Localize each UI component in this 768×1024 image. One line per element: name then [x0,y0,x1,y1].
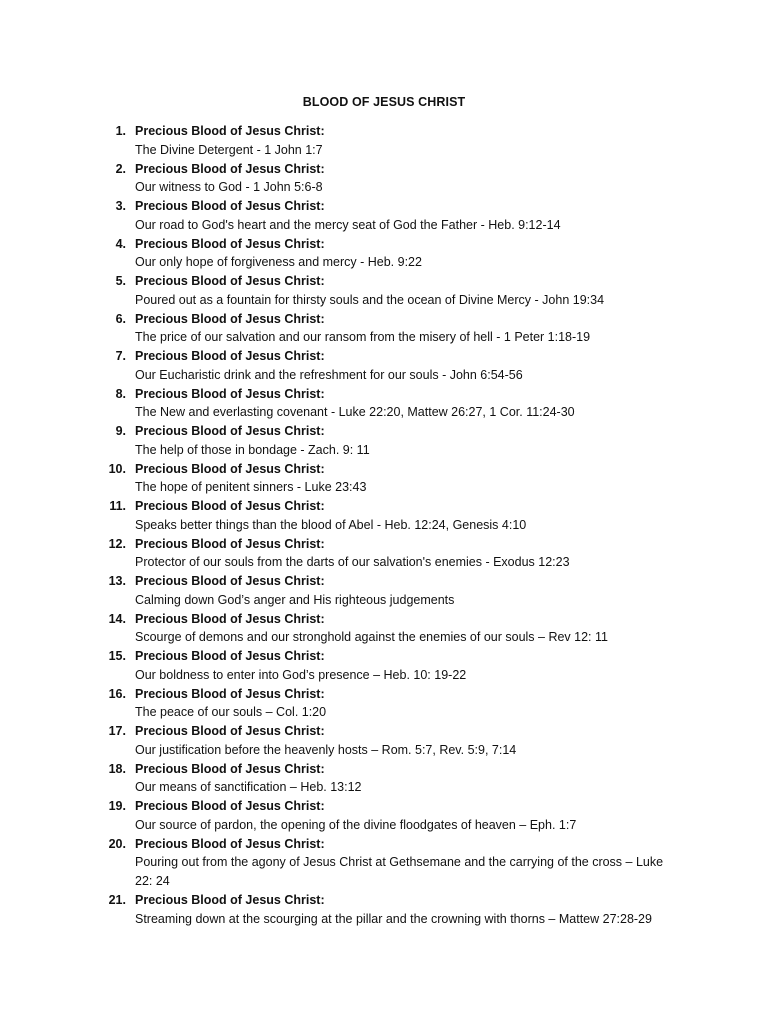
list-item-heading: Precious Blood of Jesus Christ: [135,724,325,738]
list-item-body [135,422,680,460]
list-item-heading: Precious Blood of Jesus Christ: [135,574,325,588]
list-item [0,497,768,535]
list-item [0,797,768,835]
list-item-number: 16. [108,686,126,701]
list-item-text: Protector of our souls from the darts of our salvation's enemies - Exodus 12:23 [135,555,570,570]
list-item [0,891,768,929]
list-item-number: 21. [108,892,126,907]
list-item-heading: Precious Blood of Jesus Christ: [135,311,325,326]
list-item-text: Streaming down at the scourging at the pillar and the crowning with thorns – Mattew 27:28-29 [135,911,652,926]
list-item-number: 20. [108,836,126,851]
list-item-body [135,647,680,685]
list-item-body [135,797,680,835]
list-item-number: 9. [115,424,126,438]
list-item-body [135,310,680,348]
list-item-body [135,460,680,498]
list-item-heading: Precious Blood of Jesus Christ: [135,761,325,776]
list-item-heading: Precious Blood of Jesus Christ: [135,274,325,288]
list-item [0,647,768,685]
list-item [0,835,768,891]
document-title: BLOOD OF JESUS CHRIST [302,95,466,109]
list-item-text: Our justification before the heavenly hosts – Rom. 5:7, Rev. 5:9, 7:14 [135,742,517,757]
list-item-heading: Precious Blood of Jesus Christ: [135,892,325,907]
list-item-heading: Precious Blood of Jesus Christ: [135,199,325,213]
list-item-text: The hope of penitent sinners - Luke 23:43 [135,480,367,495]
list-item [0,272,768,310]
list-item-number: 5. [115,274,126,288]
list-item-heading: Precious Blood of Jesus Christ: [135,349,325,363]
list-item-text: Our road to God's heart and the mercy seat of God the Father - Heb. 9:12-14 [135,217,561,232]
list-item [0,535,768,573]
list-item-number: 7. [115,349,126,363]
list-item-heading: Precious Blood of Jesus Christ: [135,124,325,138]
list-item-number: 17. [108,724,126,738]
list-item-heading: Precious Blood of Jesus Christ: [135,499,325,513]
list-item-text: Speaks better things than the blood of Abel - Heb. 12:24, Genesis 4:10 [135,517,527,532]
list-item [0,197,768,235]
list-item-heading: Precious Blood of Jesus Christ: [135,611,325,626]
list-item-text: The New and everlasting covenant - Luke 22:20, Mattew 26:27, 1 Cor. 11:24-30 [135,405,575,420]
list-item-number: 8. [115,386,126,401]
list-item-heading: Precious Blood of Jesus Christ: [135,161,325,176]
list-item-text: Our witness to God - 1 John 5:6-8 [135,180,323,195]
numbered-list [0,122,768,928]
list-item-body [135,535,680,573]
list-item-number: 1. [115,124,126,138]
list-item-text: Our source of pardon, the opening of the divine floodgates of heaven – Eph. 1:7 [135,817,577,832]
list-item [0,235,768,273]
list-item-text: Our means of sanctification – Heb. 13:12 [135,780,362,795]
list-item-body [135,235,680,273]
list-item-number: 12. [108,536,126,551]
list-item-text: Poured out as a fountain for thirsty souls and the ocean of Divine Mercy - John 19:34 [135,292,605,307]
list-item [0,760,768,798]
list-item [0,422,768,460]
list-item-body [135,891,680,929]
list-item-text: Our only hope of forgiveness and mercy - Heb. 9:22 [135,255,422,270]
list-item-text: The price of our salvation and our ransom from the misery of hell - 1 Peter 1:18-19 [135,330,591,345]
list-item-text: The help of those in bondage - Zach. 9: 11 [135,442,370,457]
list-item [0,310,768,348]
list-item-number: 11. [109,499,126,513]
list-item-number: 2. [115,161,126,176]
list-item-heading: Precious Blood of Jesus Christ: [135,836,325,851]
list-item-body [135,760,680,798]
list-item-body [135,722,680,760]
list-item-number: 10. [108,461,126,476]
list-item-text: The peace of our souls – Col. 1:20 [135,705,327,720]
list-item-text: Pouring out from the agony of Jesus Christ at Gethsemane and the carrying of the cross – Luke 22: 24 [135,855,664,888]
list-item-text: The Divine Detergent - 1 John 1:7 [135,142,323,157]
list-item [0,385,768,423]
list-item [0,572,768,610]
list-item-text: Scourge of demons and our stronghold against the enemies of our souls – Rev 12: 11 [135,630,608,645]
list-item [0,460,768,498]
list-item-body [135,572,680,610]
list-item-text: Calming down God’s anger and His righteous judgements [135,592,455,607]
list-item-heading: Precious Blood of Jesus Christ: [135,386,325,401]
list-item-text: Our boldness to enter into God’s presence – Heb. 10: 19-22 [135,667,467,682]
list-item-body [135,272,680,310]
list-item-heading: Precious Blood of Jesus Christ: [135,424,325,438]
list-item [0,685,768,723]
list-item [0,122,768,160]
list-item-body [135,347,680,385]
list-item-body [135,122,680,160]
list-item-number: 19. [108,799,126,813]
list-item-body [135,385,680,423]
list-item-number: 18. [108,761,126,776]
list-item-number: 3. [115,199,126,213]
list-item-number: 4. [115,236,126,251]
list-item-body [135,835,680,891]
list-item-number: 6. [115,311,126,326]
list-item-body [135,610,680,648]
list-item-heading: Precious Blood of Jesus Christ: [135,686,325,701]
list-item-heading: Precious Blood of Jesus Christ: [135,649,325,663]
list-item-number: 14. [108,611,126,626]
list-item-body [135,685,680,723]
list-item [0,722,768,760]
list-item-text: Our Eucharistic drink and the refreshment for our souls - John 6:54-56 [135,367,523,382]
list-item-heading: Precious Blood of Jesus Christ: [135,799,325,813]
list-item-heading: Precious Blood of Jesus Christ: [135,461,325,476]
list-item [0,610,768,648]
list-item [0,160,768,198]
list-item-heading: Precious Blood of Jesus Christ: [135,536,325,551]
list-item [0,347,768,385]
list-item-number: 13. [108,574,126,588]
list-item-heading: Precious Blood of Jesus Christ: [135,236,325,251]
list-item-body [135,160,680,198]
list-item-body [135,497,680,535]
list-item-body [135,197,680,235]
list-item-number: 15. [108,649,126,663]
